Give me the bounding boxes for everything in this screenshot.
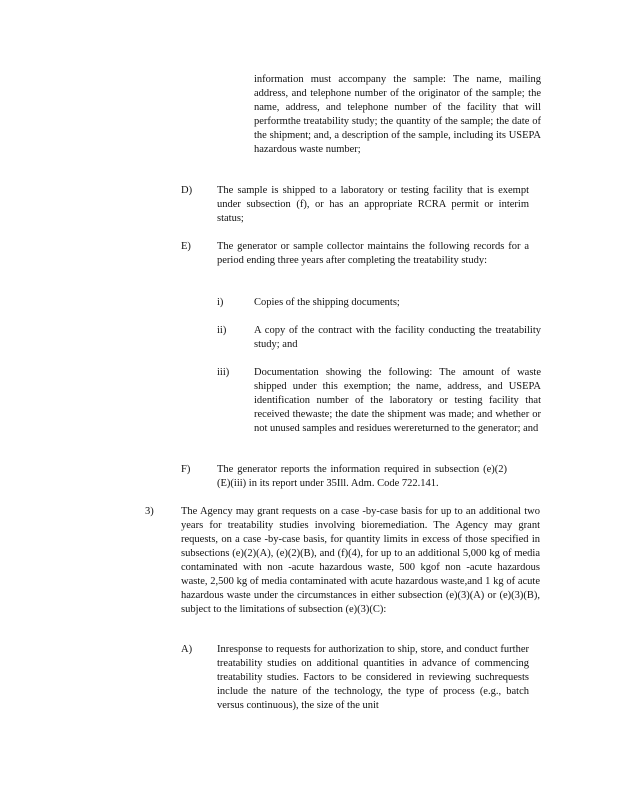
subitem-i-text: Copies of the shipping documents; xyxy=(254,297,400,308)
subitem-i-marker: i) xyxy=(217,297,224,308)
item-f-text: The generator reports the information required in subsection (e)(2)(E)(iii) in its report under 35Ill. Adm. Code 722.141. xyxy=(217,464,507,489)
item-3-marker: 3) xyxy=(145,506,154,517)
subitem-ii-marker: ii) xyxy=(217,325,227,336)
item-e-text: The generator or sample collector maintains the following records for a period ending three years after completing the treatability study: xyxy=(217,241,529,266)
subitem-iii-text: Documentation showing the following: The amount of waste shipped under this exemption; the name, address, and USEPA identification number of the laboratory or testing facility that received thewaste; the date the shipment was made; and whether or not unused samples and residues werereturned to the generator; and xyxy=(254,367,541,434)
item-3a-marker: A) xyxy=(181,644,193,655)
item-f-marker: F) xyxy=(181,464,191,475)
item-d-text: The sample is shipped to a laboratory or testing facility that is exempt under subsection (f), or has an appropriate RCRA permit or interim status; xyxy=(217,185,529,224)
item-e-marker: E) xyxy=(181,241,191,252)
item-3a-text: Inresponse to requests for authorization to ship, store, and conduct further treatability studies on additional quantities in advance of commencing treatability studies. Factors to be considered in reviewing suchrequests include the nature of the technology, the type of process (e.g., batch versus continuous), the size of the unit xyxy=(217,644,529,711)
item-3-text: The Agency may grant requests on a case -by-case basis for up to an additional two years for treatability studies involving bioremediation. The Agency may grant requests, on a case -by-case basis, for quantity limits in excess of those specified in subsections (e)(2)(A), (e)(2)(B), and (f)(4), for up to an additional 5,000 kg of media contaminated with non -acute hazardous waste, 500 kgof non -acute hazardous waste, 2,500 kg of media contaminated with acute hazardous waste,and 1 kg of acute hazardous waste under the circumstances in either subsection (e)(3)(A) or (e)(3)(B), subject to the limitations of subsection (e)(3)(C): xyxy=(181,506,540,615)
item-d-marker: D) xyxy=(181,185,193,196)
continuation-paragraph: information must accompany the sample: The name, mailing address, and telephone number of the originator of the sample; the name, address, and telephone number of the facility that will performthe treatability study; the quantity of the sample; the date of the shipment; and, a description of the sample, including its USEPA hazardous waste number; xyxy=(254,74,541,155)
subitem-ii-text: A copy of the contract with the facility conducting the treatability study; and xyxy=(254,325,541,350)
subitem-iii-marker: iii) xyxy=(217,367,230,378)
